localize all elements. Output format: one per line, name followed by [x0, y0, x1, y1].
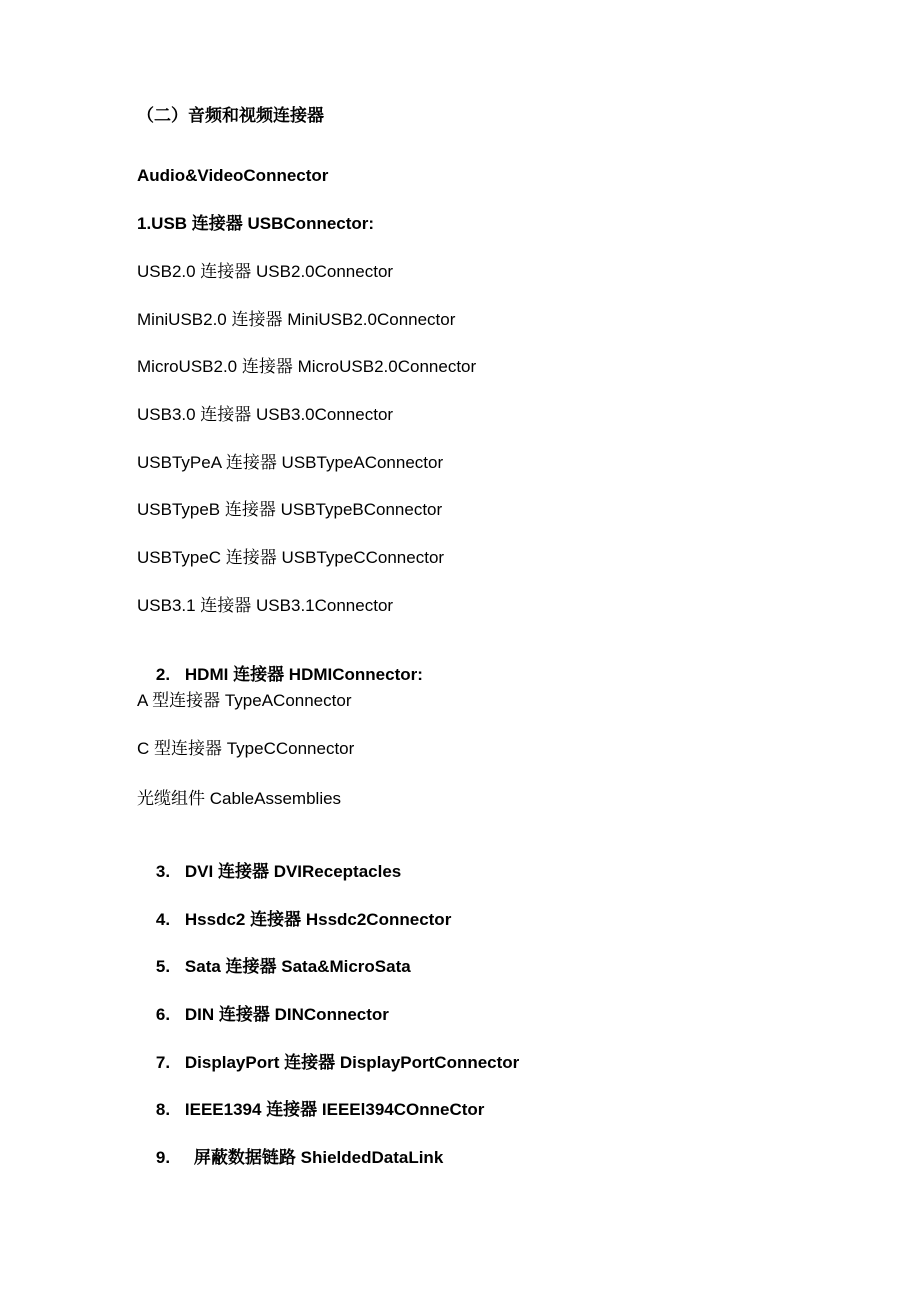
item-number: 7. [155, 1053, 171, 1072]
item-number: 3. [155, 862, 171, 881]
item-number: 8. [155, 1100, 171, 1119]
item-text: IEEE1394 连接器 IEEEl394COnneCtor [184, 1100, 485, 1119]
list-item: USB3.0 连接器 USB3.0Connector [137, 405, 394, 424]
list-item: 光缆组件 CableAssemblies [137, 789, 342, 808]
item-text: 屏蔽数据链路 ShieldedDataLink [193, 1148, 444, 1167]
item-number: 4. [155, 910, 171, 929]
list-item: MicroUSB2.0 连接器 MicroUSB2.0Connector [137, 357, 477, 376]
hdmi-heading: HDMI 连接器 HDMIConnector: [184, 665, 423, 684]
item-number: 6. [155, 1005, 171, 1024]
item-number: 5. [155, 957, 171, 976]
list-item: USBTypeB 连接器 USBTypeBConnector [137, 500, 443, 519]
numbered-item [137, 1125, 443, 1191]
list-item: USB3.1 连接器 USB3.1Connector [137, 596, 394, 615]
item-text: DVI 连接器 DVIReceptacles [184, 862, 402, 881]
section-subtitle: Audio&VideoConnector [137, 166, 329, 185]
list-item: USB2.0 连接器 USB2.0Connector [137, 262, 394, 281]
item-text: DIN 连接器 DINConnector [184, 1005, 389, 1024]
list-item: USBTyPeA 连接器 USBTypeAConnector [137, 453, 444, 472]
list-item: A 型连接器 TypeAConnector [137, 691, 352, 710]
item-text: Sata 连接器 Sata&MicroSata [184, 957, 411, 976]
item-text: DisplayPort 连接器 DisplayPortConnector [184, 1053, 520, 1072]
item-text: Hssdc2 连接器 Hssdc2Connector [184, 910, 452, 929]
usb-heading: 1.USB 连接器 USBConnector: [137, 214, 375, 233]
list-item: C 型连接器 TypeCConnector [137, 739, 355, 758]
item-number: 9. [155, 1148, 171, 1167]
item-number: 2. [155, 665, 171, 684]
list-item: USBTypeC 连接器 USBTypeCConnector [137, 548, 445, 567]
section-title: （二）音频和视频连接器 [137, 106, 324, 125]
list-item: MiniUSB2.0 连接器 MiniUSB2.0Connector [137, 310, 456, 329]
